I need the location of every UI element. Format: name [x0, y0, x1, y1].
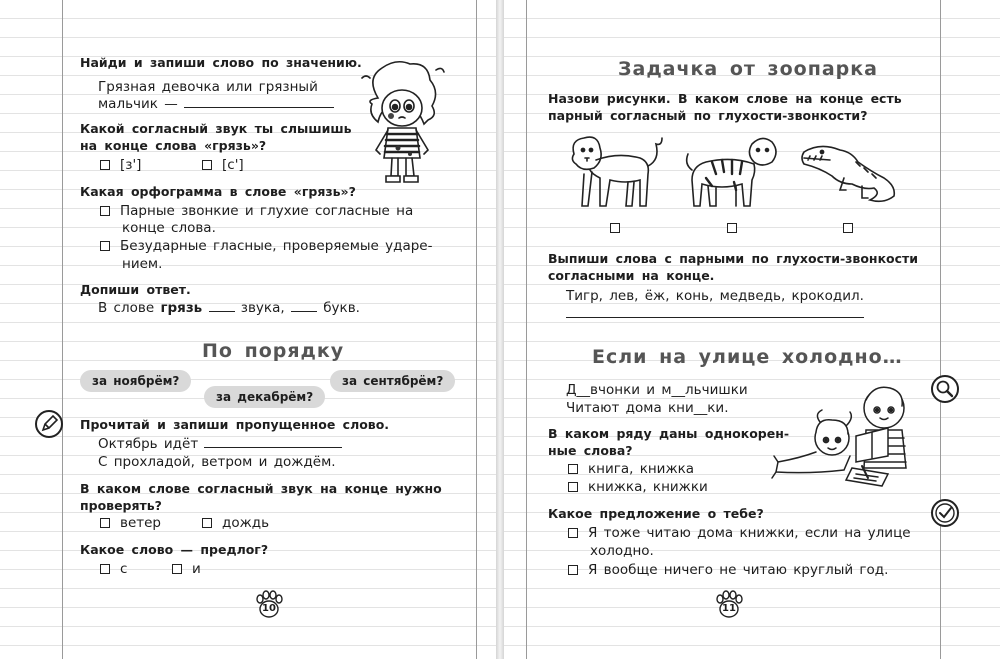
checkbox[interactable]: [100, 160, 110, 170]
lion-checkbox[interactable]: [610, 221, 630, 236]
q6-option-2[interactable]: дождь: [202, 514, 269, 532]
page-number-left: 10: [254, 590, 284, 620]
q2-option-2[interactable]: [с']: [202, 156, 244, 174]
answer-line[interactable]: [209, 300, 235, 312]
checkbox[interactable]: [568, 565, 578, 575]
r-q3-option-2[interactable]: книжка, книжки: [568, 478, 708, 496]
magnifier-icon: [930, 374, 960, 404]
q5-title: Прочитай и запиши пропущенное слово.: [80, 417, 390, 432]
pill-november: за ноябрём?: [80, 370, 191, 392]
q3-option-1[interactable]: Парные звонкие и глухие согласные на: [100, 202, 413, 220]
r-q4-title: Какое предложение о тебе?: [548, 506, 764, 521]
checkbox[interactable]: [172, 564, 182, 574]
checkbox[interactable]: [610, 223, 620, 233]
checkbox[interactable]: [568, 482, 578, 492]
r-q4-option-2[interactable]: Я вообще ничего не читаю круглый год.: [568, 561, 888, 579]
checkbox[interactable]: [727, 223, 737, 233]
poem-line2: Читают дома кни__ки.: [566, 400, 729, 416]
checkbox[interactable]: [568, 464, 578, 474]
section-title-cold: Если на улице холодно…: [592, 346, 903, 368]
q2-title-line2: на конце слова «грязь»?: [80, 138, 267, 153]
checkbox[interactable]: [100, 206, 110, 216]
q3-option-2-cont: нием.: [122, 256, 163, 272]
q1-title: Найди и запиши слово по значению.: [80, 55, 362, 70]
checkmark-icon: [930, 498, 960, 528]
r-q2-title-line1: Выпиши слова с парными по глухости-звонкости: [548, 251, 919, 266]
checkbox[interactable]: [202, 518, 212, 528]
pill-september: за сентябрём?: [330, 370, 455, 392]
checkbox[interactable]: [100, 564, 110, 574]
pencil-icon: [34, 409, 64, 439]
r-q3-option-1[interactable]: книга, книжка: [568, 460, 694, 478]
q3-option-1-cont: конце слова.: [122, 220, 216, 236]
kids-reading-illustration: [770, 378, 920, 490]
checkbox[interactable]: [100, 241, 110, 251]
r-q3-title-line2: ные слова?: [548, 443, 633, 458]
r-q1-title-line2: парный согласный по глухости-звонкости?: [548, 108, 868, 123]
section-title-zoo: Задачка от зоопарка: [618, 58, 878, 80]
checkbox[interactable]: [202, 160, 212, 170]
crocodile-checkbox[interactable]: [843, 221, 863, 236]
answer-line[interactable]: [184, 96, 334, 108]
q7-option-2[interactable]: и: [172, 560, 201, 578]
r-q3-title-line1: В каком ряду даны однокорен-: [548, 426, 790, 441]
crocodile-illustration: [800, 138, 900, 214]
page-number-right: 11: [714, 590, 744, 620]
q3-option-2[interactable]: Безударные гласные, проверяемые ударе-: [100, 237, 432, 255]
r-q1-title-line1: Назови рисунки. В каком слове на конце есть: [548, 91, 902, 106]
q1-line2: мальчик —: [98, 95, 334, 113]
q1-line1: Грязная девочка или грязный: [98, 79, 318, 95]
q6-title-line1: В каком слове согласный звук на конце нужно: [80, 481, 442, 496]
q2-title-line1: Какой согласный звук ты слышишь: [80, 121, 352, 136]
book-spine: [496, 0, 504, 659]
tiger-checkbox[interactable]: [727, 221, 747, 236]
q4-answer: В слове грязь звука, букв.: [98, 300, 360, 316]
answer-line[interactable]: [204, 436, 342, 448]
right-page: [504, 0, 1000, 659]
answer-line[interactable]: [566, 306, 864, 318]
q6-option-1[interactable]: ветер: [100, 514, 161, 532]
checkbox[interactable]: [568, 528, 578, 538]
tiger-illustration: [682, 134, 782, 214]
q2-option-1[interactable]: [з']: [100, 156, 141, 174]
r-q2-words: Тигр, лев, ёж, конь, медведь, крокодил.: [566, 288, 864, 304]
q6-title-line2: проверять?: [80, 498, 162, 513]
section-title-po-poryadku: По порядку: [202, 340, 345, 362]
q7-option-1[interactable]: с: [100, 560, 127, 578]
r-q4-option-1-cont: холодно.: [590, 543, 654, 559]
checkbox[interactable]: [100, 518, 110, 528]
poem-line1: Д__вчонки и м__льчишки: [566, 382, 748, 398]
q7-title: Какое слово — предлог?: [80, 542, 269, 557]
pill-december: за декабрём?: [204, 386, 325, 408]
answer-line[interactable]: [291, 300, 317, 312]
q5-line1: Октябрь идёт: [98, 435, 342, 453]
r-q4-option-1[interactable]: Я тоже читаю дома книжки, если на улице: [568, 524, 911, 542]
q3-title: Какая орфограмма в слове «грязь»?: [80, 184, 356, 199]
r-q2-title-line2: согласными на конце.: [548, 268, 715, 283]
q5-line2: С прохладой, ветром и дождём.: [98, 454, 336, 470]
lion-illustration: [566, 134, 666, 214]
q4-title: Допиши ответ.: [80, 282, 191, 297]
checkbox[interactable]: [843, 223, 853, 233]
dirty-girl-illustration: [358, 58, 448, 193]
left-page: [0, 0, 496, 659]
